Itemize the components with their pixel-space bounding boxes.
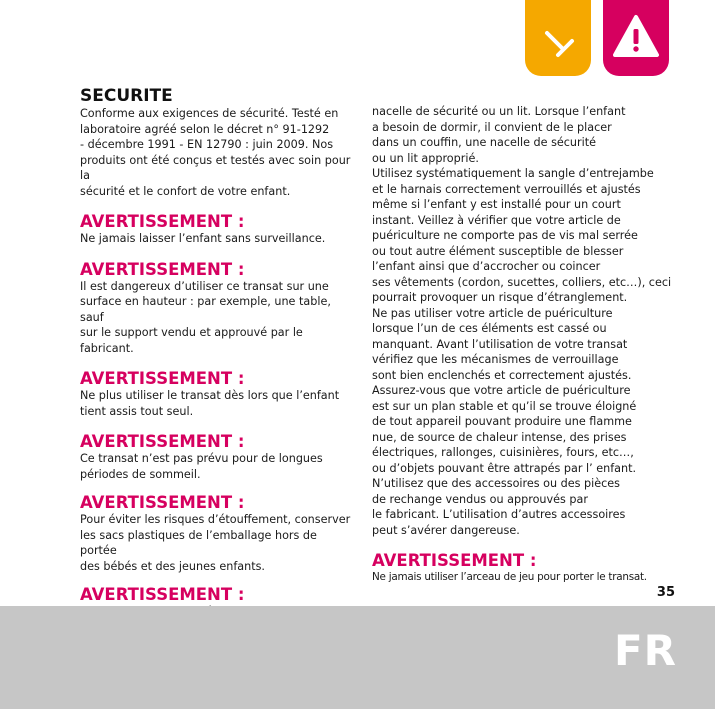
warning-triangle-icon: [603, 0, 669, 76]
language-code: FR: [613, 626, 677, 675]
left-column: [80, 86, 352, 651]
warning-heading: AVERTISSEMENT :: [80, 212, 245, 231]
right-column: [372, 104, 672, 586]
intro-text: Conforme aux exigences de sécurité. Testé en laboratoire agréé selon le décret n° 91-1292 - décembre 1991 - EN 12790 : juin 2009. Nos produits ont été conçus et testés avec soin pour la sécurité et le confort de votre enfant.: [80, 107, 351, 198]
warning-heading: AVERTISSEMENT :: [80, 432, 245, 451]
warning-heading: AVERTISSEMENT :: [80, 259, 245, 279]
warning-tab: [603, 0, 669, 76]
warning-heading: AVERTISSEMENT :: [80, 369, 245, 388]
safety-instructions-text: nacelle de sécurité ou un lit. Lorsque l’enfant a besoin de dormir, il convient de le placer dans un couffin, une nacelle de sécurité ou un lit approprié. Utilisez systématiquement la sangle d’entrejambe et le harnais correctement verrouillés et ajustés même si l’enfant y est installé pour un court instant. Veillez à vérifier que votre article de puériculture ne comporte pas de vis mal serrée ou tout autre élément susceptible de blesser l’enfant ainsi que d’accrocher ou coincer ses vêtements (cordon, sucettes, colliers, etc…), ceci pourrait provoquer un risque d’étranglement. Ne pas utiliser votre article de puériculture lorsque l’un de ces éléments est cassé ou manquant. Avant l’utilisation de votre transat vérifiez que les mécanismes de verrouillage sont bien enclenchés et correctement ajustés. Assurez-vous que votre article de puériculture est sur un plan stable et qu’il se trouve éloigné de tout appareil pouvant produire une flamme nue, de source de chaleur intense, des prises électriques, rallonges, cuisinières, fours, etc…, ou d’objets pouvant être attrapés par l’ enfant. N’utilisez que des accessoires ou des pièces de rechange vendus ou approuvés par le fabricant. L’utilisation d’autres accessoires peut s’avérer dangereuse.: [372, 105, 672, 537]
warning-heading: AVERTISSEMENT :: [80, 493, 245, 512]
page-title: SECURITE: [80, 86, 173, 106]
warning-text: Ne jamais utiliser l’arceau de jeu pour porter le transat.: [372, 571, 647, 583]
tools-icon: [525, 0, 591, 76]
footer-band: [0, 606, 715, 709]
warning-text: Ne plus utiliser le transat dès lors que l’enfant tient assis tout seul.: [80, 389, 340, 418]
warning-heading: AVERTISSEMENT :: [372, 551, 537, 570]
warning-text: Ne jamais laisser l’enfant sans surveillance.: [80, 232, 326, 245]
page-number: 35: [656, 585, 675, 600]
warning-text: Ce transat n’est pas prévu pour de longues périodes de sommeil.: [80, 452, 323, 481]
warning-heading: AVERTISSEMENT :: [80, 585, 245, 604]
warning-text: Il est dangereux d’utiliser ce transat sur une surface en hauteur : par exemple, une table, sauf sur le support vendu et approuvé par le fabricant.: [80, 279, 331, 355]
tools-tab: [525, 0, 591, 76]
warning-text: Pour éviter les risques d’étouffement, conserver les sacs plastiques de l’emballage hors de portée des bébés et des jeunes enfants.: [80, 513, 351, 573]
